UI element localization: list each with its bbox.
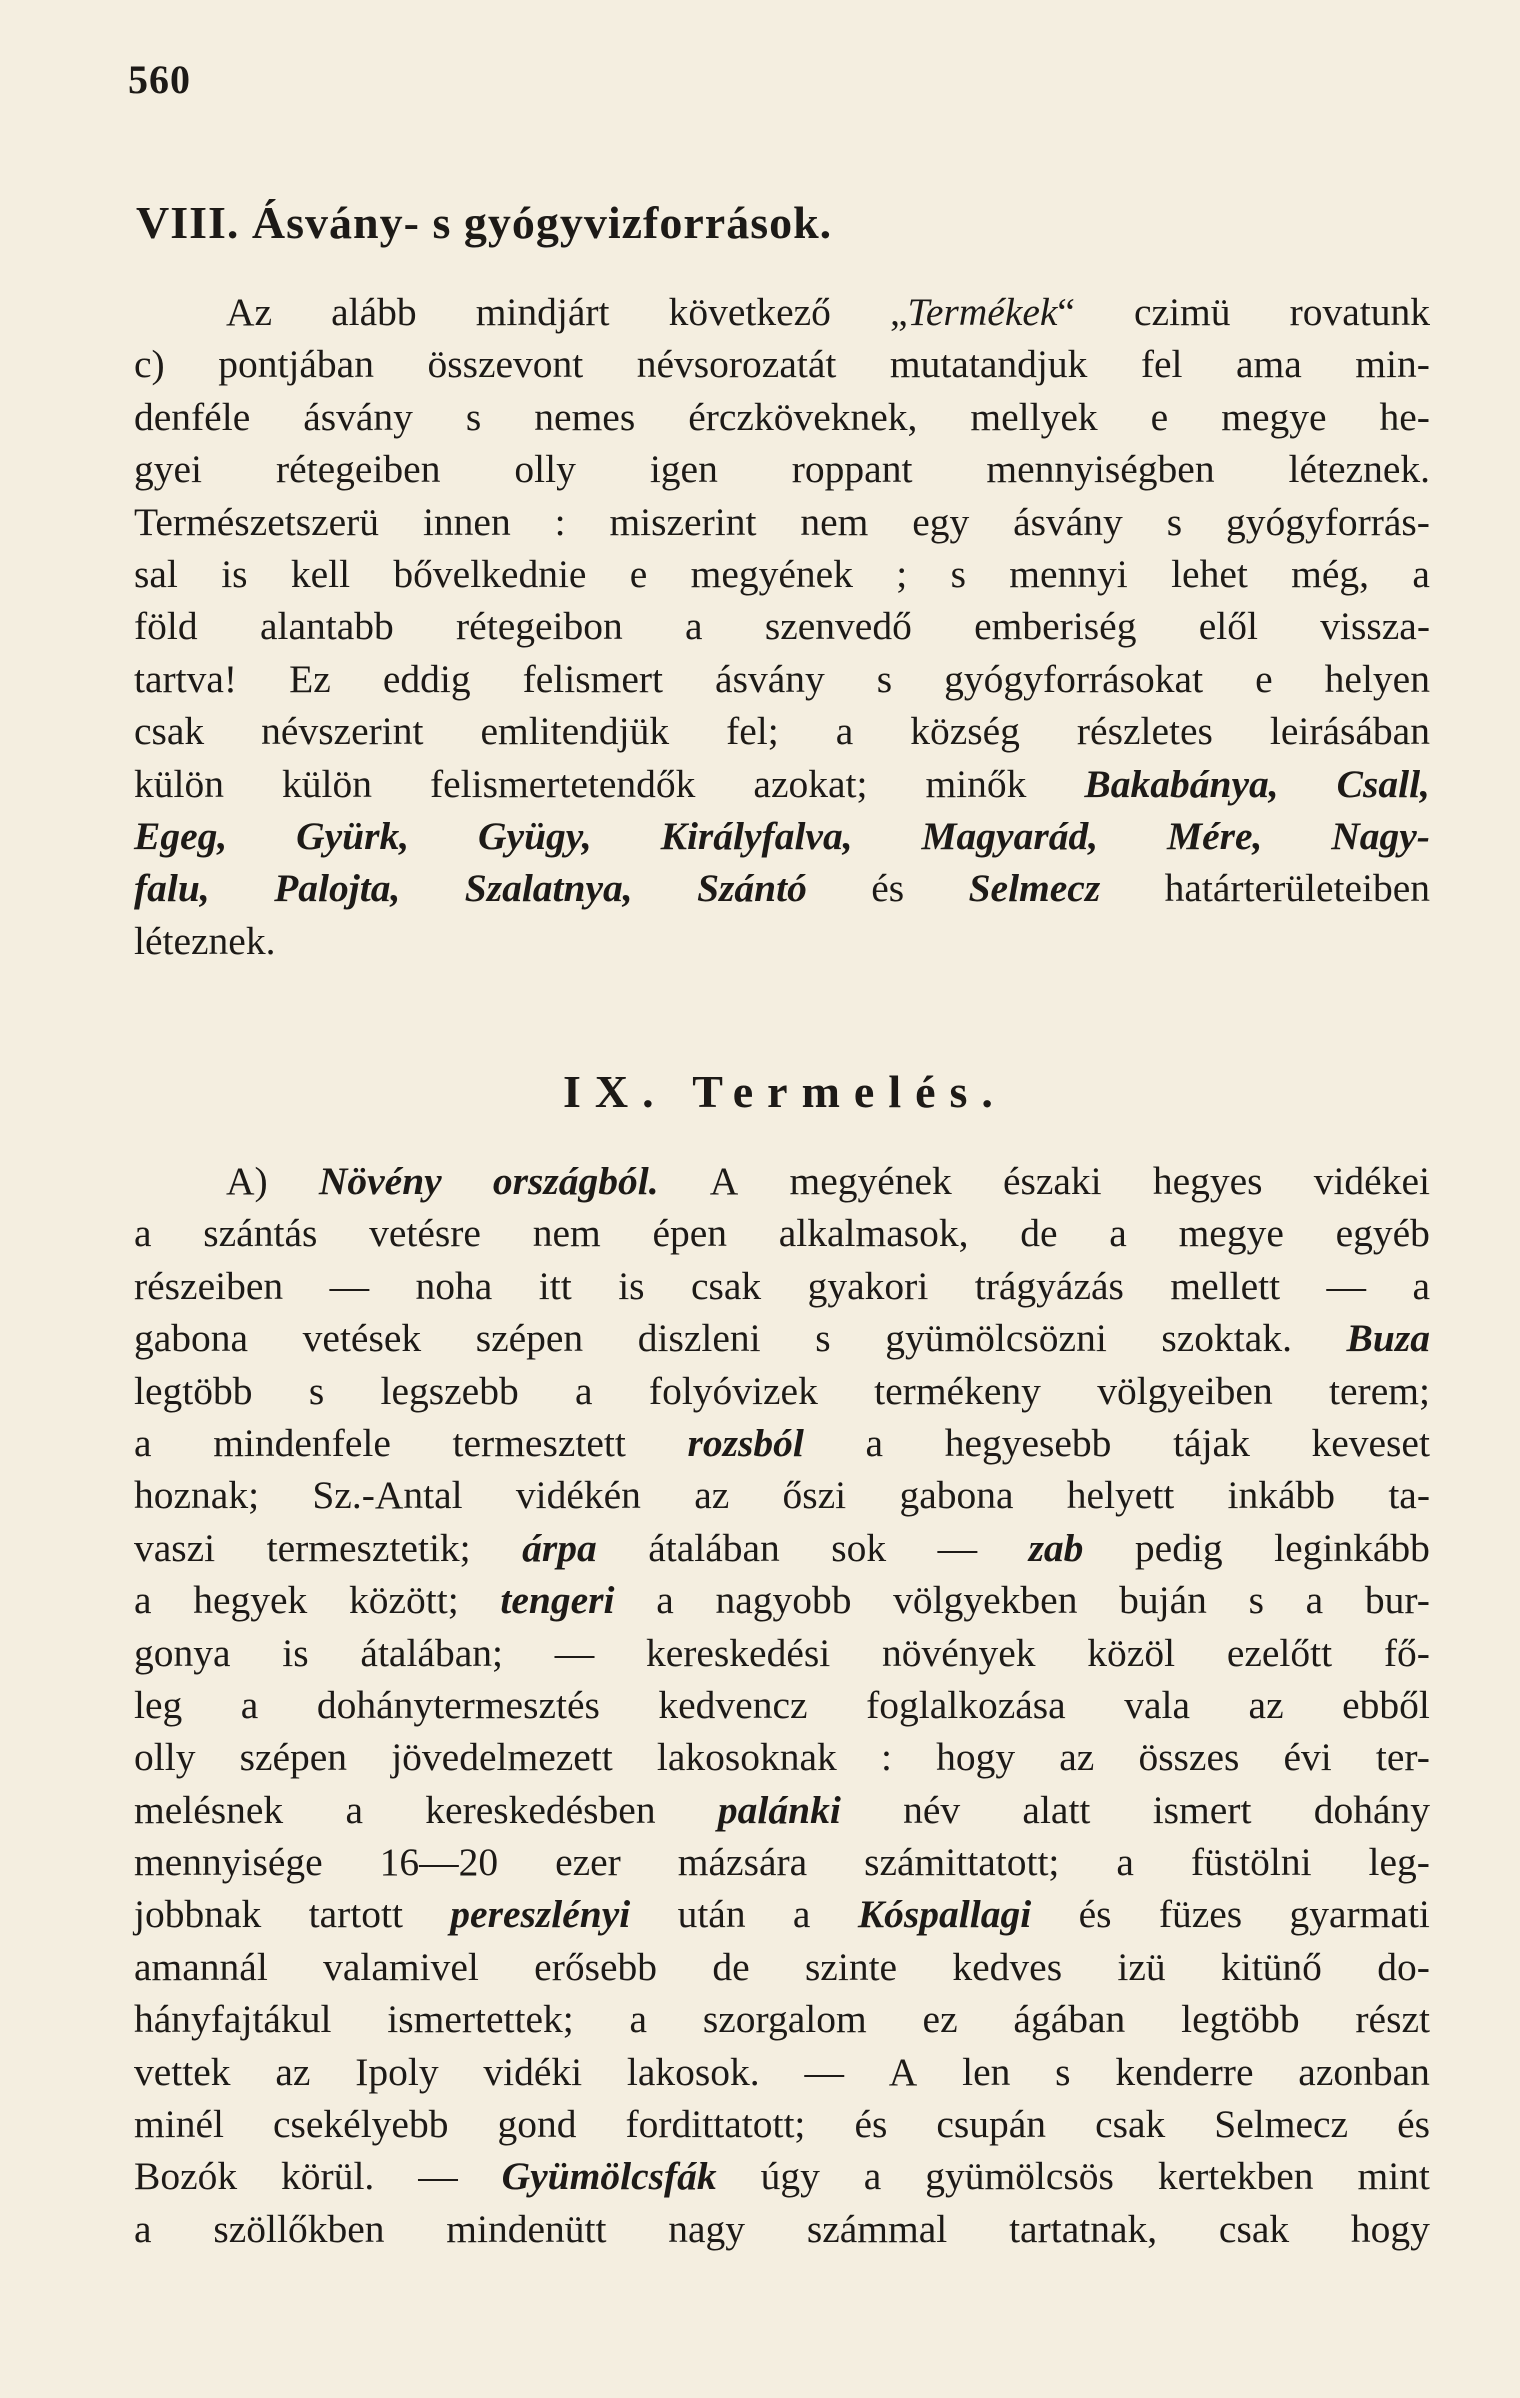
text-line: leg a dohánytermesztés kedvencz foglalkozása vala az ebből [134, 1682, 1430, 1727]
page-number: 560 [128, 57, 191, 102]
text-line: a mindenfele termesztett rozsból a hegyesebb tájak keveset [134, 1420, 1430, 1465]
text-line: A) Növény országból. A megyének északi hegyes vidékei [226, 1159, 1430, 1203]
text-line: melésnek a kereskedésben palánki név alatt ismert dohány [134, 1787, 1430, 1832]
text-line: Egeg, Gyürk, Gyügy, Királyfalva, Magyarád, Mére, Nagy- [134, 813, 1430, 858]
text-line: Természetszerü innen : miszerint nem egy ásvány s gyógyforrás- [134, 499, 1430, 544]
text-line: Az alább mindjárt következő „Termékek“ czimü rovatunk [226, 290, 1430, 334]
section-viii-body [134, 286, 1430, 967]
text-line: jobbnak tartott pereszlényi után a Kóspallagi és füzes gyarmati [134, 1892, 1430, 1937]
text-line: denféle ásvány s nemes érczköveknek, mellyek e megye he- [134, 394, 1430, 439]
text-line: mennyisége 16—20 ezer mázsára számittatott; a füstölni leg- [134, 1840, 1430, 1885]
text-line: hányfajtákul ismertettek; a szorgalom ez ágában legtöbb részt [134, 1997, 1430, 2042]
section-heading-viii: VIII. Ásvány- s gyógyvizforrások. [136, 197, 833, 248]
text-line: c) pontjában összevont névsorozatát mutatandjuk fel ama min- [134, 342, 1430, 387]
text-line: hoznak; Sz.-Antal vidékén az őszi gabona helyett inkább ta- [134, 1473, 1430, 1518]
text-line: amannál valamivel erősebb de szinte kedves izü kitünő do- [134, 1944, 1430, 1989]
text-line: külön külön felismertetendők azokat; minők Bakabánya, Csall, [134, 761, 1430, 806]
text-line: gyei rétegeiben olly igen roppant mennyiségben léteznek. [134, 447, 1430, 492]
section-ix-body [134, 1155, 1430, 2255]
text-line: föld alantabb rétegeibon a szenvedő emberiség elől vissza- [134, 604, 1430, 649]
text-line: csak névszerint emlitendjük fel; a község részletes leirásában [134, 709, 1430, 754]
text-line: sal is kell bővelkednie e megyének ; s mennyi lehet még, a [134, 551, 1430, 596]
text-line: vaszi termesztetik; árpa átalában sok — zab pedig leginkább [134, 1525, 1430, 1570]
text-line: a szöllőkben mindenütt nagy számmal tartatnak, csak hogy [134, 2206, 1430, 2251]
text-line: tartva! Ez eddig felismert ásvány s gyógyforrásokat e helyen [134, 656, 1430, 701]
text-line: részeiben — noha itt is csak gyakori trágyázás mellett — a [134, 1263, 1430, 1308]
text-line: a hegyek között; tengeri a nagyobb völgyekben buján s a bur- [134, 1578, 1430, 1623]
text-line: gabona vetések szépen diszleni s gyümölcsözni szoktak. Buza [134, 1316, 1430, 1361]
text-line: falu, Palojta, Szalatnya, Szántó és Selmecz határterületeiben [134, 866, 1430, 911]
text-line: minél csekélyebb gond fordittatott; és csupán csak Selmecz és [134, 2102, 1430, 2147]
section-heading-ix: IX. Termelés. [563, 1066, 1007, 1117]
text-line: legtöbb s legszebb a folyóvizek termékeny völgyeiben terem; [134, 1368, 1430, 1413]
text-line: gonya is átalában; — kereskedési növények közöl ezelőtt fő- [134, 1630, 1430, 1675]
text-line: olly szépen jövedelmezett lakosoknak : hogy az összes évi ter- [134, 1735, 1430, 1780]
text-line: Bozók körül. — Gyümölcsfák úgy a gyümölcsös kertekben mint [134, 2154, 1430, 2199]
text-line: a szántás vetésre nem épen alkalmasok, de a megye egyéb [134, 1211, 1430, 1256]
text-line: léteznek. [134, 918, 276, 963]
text-line: vettek az Ipoly vidéki lakosok. — A len s kenderre azonban [134, 2049, 1430, 2094]
